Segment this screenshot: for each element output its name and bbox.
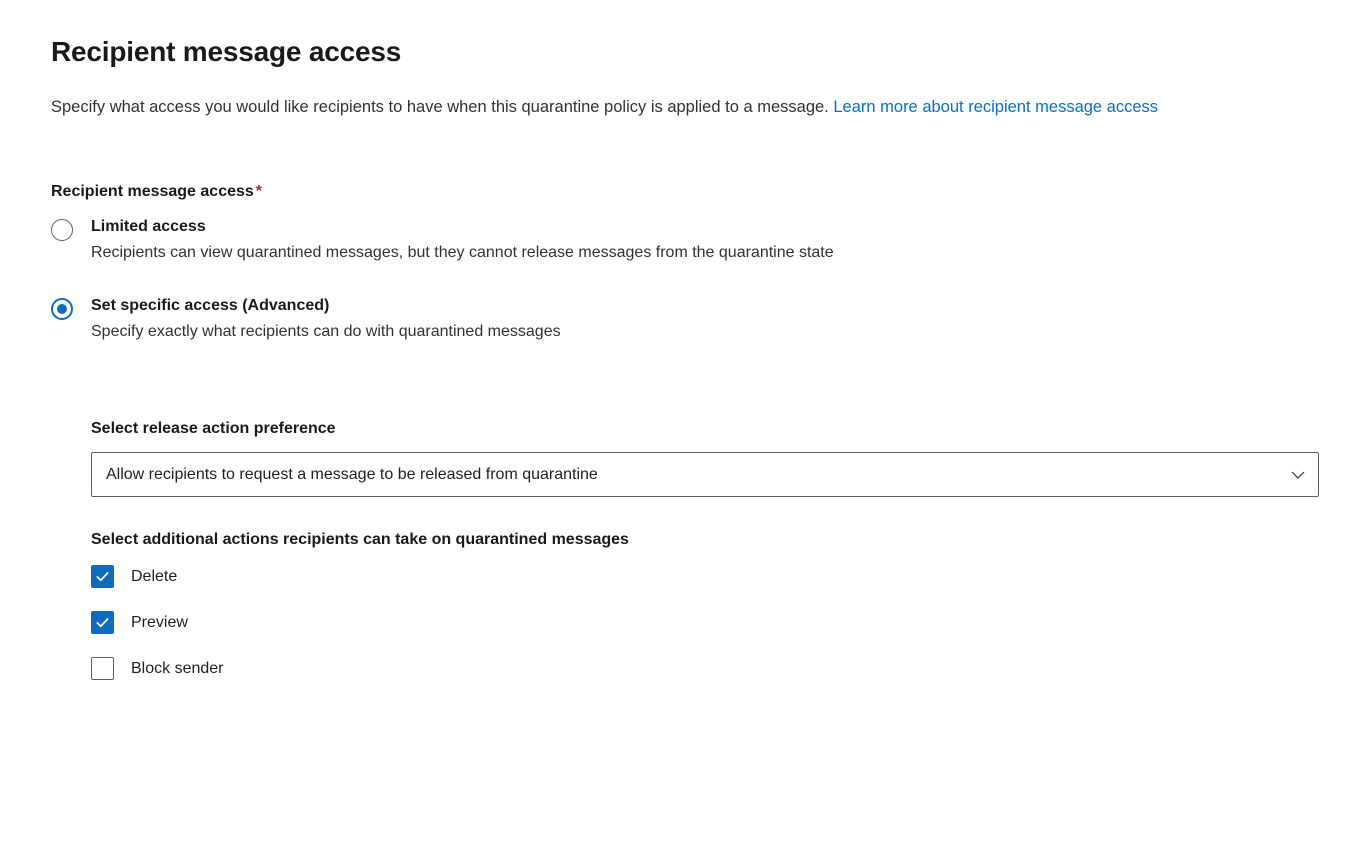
checkbox-row-preview[interactable] — [91, 611, 1319, 634]
required-indicator: * — [255, 183, 263, 200]
checkbox-delete[interactable] — [91, 565, 114, 588]
recipient-message-access-radio-group — [51, 217, 1319, 344]
radio-option-limited-access-text — [91, 217, 834, 265]
release-action-selected-value: Allow recipients to request a message to be released from quarantine — [106, 465, 598, 483]
field-label-text: Recipient message access — [51, 183, 254, 200]
checkbox-label-preview[interactable]: Preview — [131, 613, 188, 631]
chevron-down-icon — [1290, 467, 1306, 483]
radio-option-limited-access-description: Recipients can view quarantined messages, but they cannot release messages from the quarantine state — [91, 244, 834, 261]
page-title: Recipient message access — [51, 36, 402, 67]
learn-more-link[interactable]: Learn more about recipient message access — [833, 98, 1159, 116]
checkbox-row-delete[interactable] — [91, 565, 1319, 588]
checkbox-row-block-sender[interactable] — [91, 657, 1319, 680]
intro-sentence: Specify what access you would like recipients to have when this quarantine policy is applied to a message. — [51, 98, 834, 116]
check-icon — [95, 569, 110, 584]
radio-option-limited-access[interactable] — [51, 217, 1319, 265]
radio-option-set-specific-access-text — [91, 296, 561, 344]
checkbox-label-delete[interactable]: Delete — [131, 567, 178, 585]
radio-button-limited-access[interactable] — [51, 219, 73, 241]
radio-option-limited-access-title[interactable]: Limited access — [91, 218, 206, 235]
intro-text — [51, 93, 1319, 121]
additional-actions-label: Select additional actions recipients can take on quarantined messages — [91, 531, 629, 548]
release-action-dropdown[interactable] — [91, 452, 1319, 497]
field-label — [51, 183, 1319, 201]
check-icon — [95, 615, 110, 630]
additional-actions-checkbox-list — [91, 565, 1319, 680]
radio-option-set-specific-access-description: Specify exactly what recipients can do with quarantined messages — [91, 323, 561, 340]
radio-option-set-specific-access-title[interactable]: Set specific access (Advanced) — [91, 297, 330, 314]
radio-button-set-specific-access[interactable] — [51, 298, 73, 320]
checkbox-block-sender[interactable] — [91, 657, 114, 680]
radio-option-set-specific-access[interactable] — [51, 296, 1319, 344]
release-action-label: Select release action preference — [91, 420, 336, 437]
checkbox-label-block-sender[interactable]: Block sender — [131, 659, 224, 677]
advanced-access-options — [91, 420, 1319, 680]
checkbox-preview[interactable] — [91, 611, 114, 634]
